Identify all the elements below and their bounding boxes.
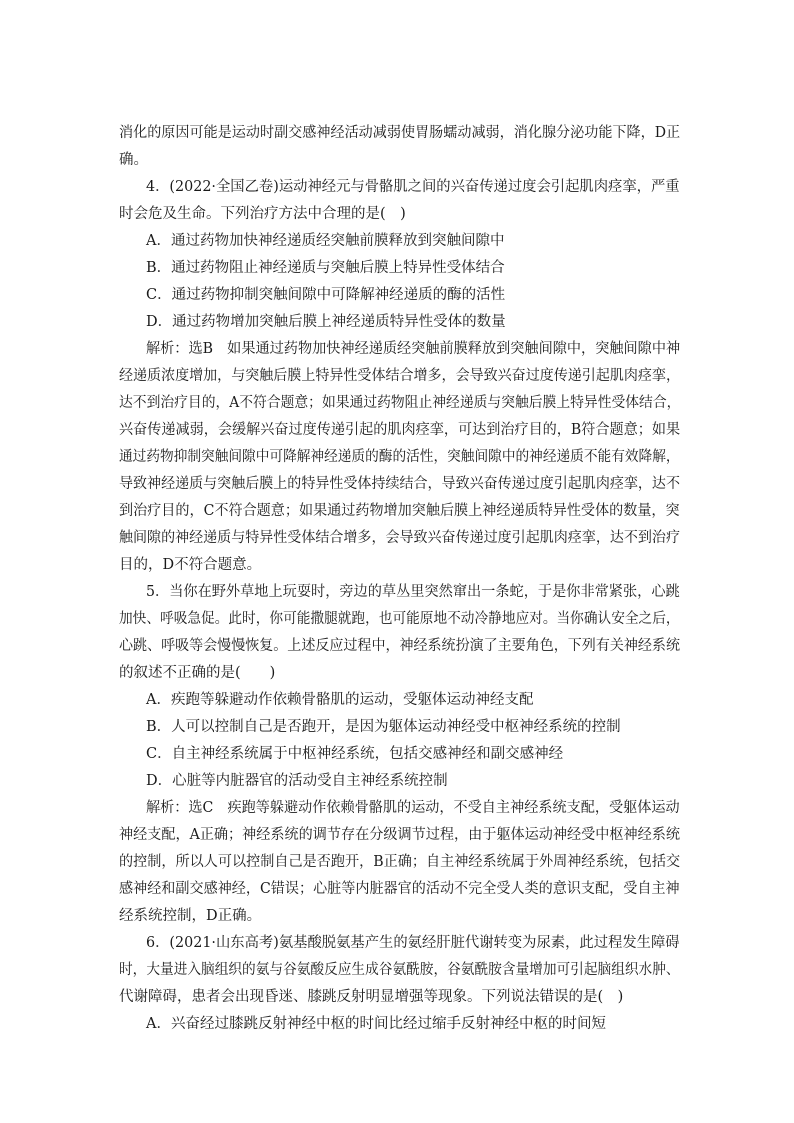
question-4-analysis: 通过药物抑制突触间隙中可降解神经递质的酶的活性，突触间隙中的神经递质不能有效降解，: [119, 449, 680, 465]
question-4-analysis: 解析：选B 如果通过药物加快神经递质经突触前膜释放到突触间隙中，突触间隙中神: [146, 341, 681, 357]
question-4-option-c: C．通过药物抑制突触间隙中可降解神经递质的酶的活性: [146, 287, 506, 303]
question-5-option-d: D．心脏等内脏器官的活动受自主神经系统控制: [146, 773, 448, 789]
question-5-analysis: 神经支配，A正确；神经系统的调节存在分级调节过程，由于躯体运动神经受中枢神经系统: [119, 827, 680, 843]
question-5-option-b: B．人可以控制自己是否跑开，是因为躯体运动神经受中枢神经系统的控制: [146, 719, 621, 735]
question-4-stem: 4．(2022·全国乙卷)运动神经元与骨骼肌之间的兴奋传递过度会引起肌肉痉挛，严重: [146, 179, 680, 195]
question-4-analysis: 目的，D不符合题意。: [119, 557, 262, 573]
question-6-stem: 代谢障碍，患者会出现昏迷、膝跳反射明显增强等现象。下列说法错误的是( ): [119, 989, 624, 1005]
question-4-option-b: B．通过药物阻止神经递质与突触后膜上特异性受体结合: [146, 260, 505, 276]
question-5-option-a: A．疾跑等躲避动作依赖骨骼肌的运动，受躯体运动神经支配: [146, 692, 534, 708]
question-5-stem: 5．当你在野外草地上玩耍时，旁边的草丛里突然窜出一条蛇，于是你非常紧张，心跳: [146, 584, 680, 600]
question-5-stem: 心跳、呼吸等会慢慢恢复。上述反应过程中，神经系统扮演了主要角色，下列有关神经系统: [119, 638, 680, 654]
question-5-analysis: 经系统控制，D正确。: [119, 908, 262, 924]
question-5-option-c: C．自主神经系统属于中枢神经系统，包括交感神经和副交感神经: [146, 746, 564, 762]
question-5-stem: 加快、呼吸急促。此时，你可能撒腿就跑，也可能原地不动冷静地应对。当你确认安全之后，: [119, 611, 680, 627]
question-4-analysis: 到治疗目的，C不符合题意；如果通过药物增加突触后膜上神经递质特异性受体的数量，突: [119, 503, 680, 519]
question-6-stem: 时，大量进入脑组织的氨与谷氨酸反应生成谷氨酰胺，谷氨酰胺含量增加可引起脑组织水肿、: [119, 962, 680, 978]
question-4-option-d: D．通过药物增加突触后膜上神经递质特异性受体的数量: [146, 314, 506, 330]
question-4-analysis: 达不到治疗目的，A不符合题意；如果通过药物阻止神经递质与突触后膜上特异性受体结合，: [119, 395, 681, 411]
question-4-analysis: 触间隙的神经递质与特异性受体结合增多，会导致兴奋传递过度引起肌肉痉挛，达不到治疗: [119, 530, 680, 546]
question-4-stem: 时会危及生命。下列治疗方法中合理的是( ): [119, 206, 406, 222]
question-5-analysis: 的控制，所以人可以控制自己是否跑开，B正确；自主神经系统属于外周神经系统，包括交: [119, 854, 681, 870]
question-4-analysis: 导致神经递质与突触后膜上的特异性受体持续结合，导致兴奋传递过度引起肌肉痉挛，达不: [119, 476, 680, 492]
question-4-analysis: 经递质浓度增加，与突触后膜上特异性受体结合增多，会导致兴奋过度传递引起肌肉痉挛，: [119, 368, 680, 384]
question-6-option-a: A．兴奋经过膝跳反射神经中枢的时间比经过缩手反射神经中枢的时间短: [146, 1016, 606, 1032]
question-6-stem: 6．(2021·山东高考)氨基酸脱氨基产生的氨经肝脏代谢转变为尿素，此过程发生障碍: [146, 935, 680, 951]
question-5-analysis: 解析：选C 疾跑等躲避动作依赖骨骼肌的运动，不受自主神经系统支配，受躯体运动: [146, 800, 680, 816]
question-4-analysis: 兴奋传递减弱，会缓解兴奋过度传递引起的肌肉痉挛，可达到治疗目的，B符合题意；如果: [119, 422, 681, 438]
question-4-option-a: A．通过药物加快神经递质经突触前膜释放到突触间隙中: [146, 233, 505, 249]
question-5-analysis: 感神经和副交感神经，C错误；心脏等内脏器官的活动不完全受人类的意识支配，受自主神: [119, 881, 680, 897]
text-line: 确。: [119, 152, 148, 168]
question-5-stem: 的叙述不正确的是( ): [119, 665, 276, 681]
text-line: 消化的原因可能是运动时副交感神经活动减弱使胃肠蠕动减弱，消化腺分泌功能下降，D正: [119, 125, 681, 141]
